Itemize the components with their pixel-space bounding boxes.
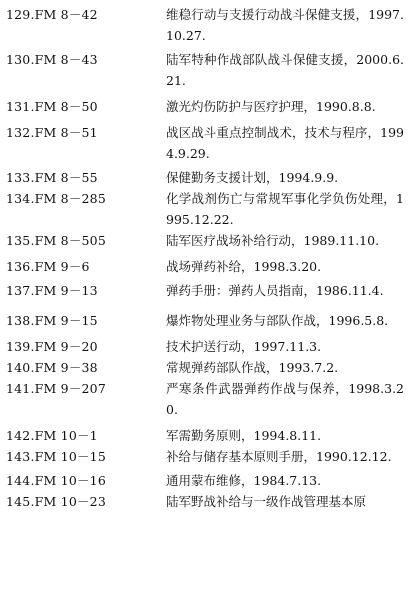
list-item [0,4,411,46]
manual-code: 136.FM 9－6 [6,259,90,274]
manual-code: 140.FM 9－38 [6,360,98,375]
manual-code: 145.FM 10－23 [6,494,106,509]
manual-title: 保健勤务支援计划， [166,170,279,185]
manual-code: 144.FM 10－16 [6,473,106,488]
manual-title: 补给与储存基本原则手册， [166,449,317,464]
manual-description [166,491,404,512]
list-item [0,230,411,251]
list-item [0,425,411,446]
manual-description [166,96,404,117]
manual-description [166,470,404,491]
manual-title: 常规弹药部队作战， [166,360,279,375]
manual-date: 1997.10.27. [166,7,404,43]
manual-title: 陆军特种作战部队战斗保健支援， [166,52,357,67]
manual-description [166,167,404,188]
manual-date: 1994.9.29. [166,125,404,161]
list-item [0,357,411,378]
manual-date: 1993.7.2. [278,360,339,375]
manual-description [166,122,404,164]
list-item [0,491,411,512]
manual-description [166,188,404,230]
manual-title: 战区战斗重点控制战术，技术与程序， [166,125,381,140]
manual-code: 141.FM 9－207 [6,381,106,396]
manual-title: 陆军野战补给与一级作战管理基本原 [166,494,367,509]
manual-date: 1994.9.9. [278,170,339,185]
manual-description [166,230,404,251]
manual-date: 1989.11.10. [303,233,380,248]
manual-description [166,357,404,378]
manual-date: 1990.12.12. [316,449,392,464]
manual-title: 战场弹药补给， [166,259,254,274]
list-item [0,336,411,357]
list-item [0,378,411,420]
manual-date: 1995.12.22. [166,191,404,227]
manual-title: 技术护送行动， [166,339,254,354]
list-item [0,122,411,164]
manual-code: 130.FM 8－43 [6,52,98,67]
manual-title: 化学战剂伤亡与常规军事化学负伤处理， [166,191,397,206]
manual-description [166,280,404,301]
manual-code: 139.FM 9－20 [6,339,98,354]
list-item [0,96,411,117]
manual-code: 135.FM 8－505 [6,233,106,248]
list-item [0,310,411,331]
list-item [0,256,411,277]
manual-date: 2000.6.21. [166,52,404,88]
list-item [0,470,411,491]
manual-title: 爆炸物处理业务与部队作战， [166,313,329,328]
manual-code: 131.FM 8－50 [6,99,98,114]
manual-title: 严寒条件武器弹药作战与保养， [166,381,349,396]
list-item [0,188,411,230]
manual-date: 1998.3.20. [253,259,322,274]
manual-title: 陆军医疗战场补给行动， [166,233,304,248]
manual-code: 142.FM 10－1 [6,428,98,443]
manual-date: 1996.5.8. [328,313,389,328]
list-item [0,49,411,91]
manual-code: 138.FM 9－15 [6,313,98,328]
list-item [0,280,411,301]
manual-description [166,49,404,91]
manual-date: 1997.11.3. [253,339,322,354]
list-item [0,167,411,188]
manual-description [166,256,404,277]
manual-description [166,425,404,446]
document-page [0,4,411,512]
manual-date: 1994.8.11. [253,428,322,443]
manual-description [166,446,404,467]
manual-code: 132.FM 8－51 [6,125,98,140]
manual-description [166,378,404,420]
manual-code: 143.FM 10－15 [6,449,106,464]
manual-title: 激光灼伤防护与医疗护理， [166,99,317,114]
manual-description [166,310,404,331]
manual-title: 通用蒙布维修， [166,473,254,488]
manual-date: 1984.7.13. [253,473,322,488]
manual-title: 军需勤务原则， [166,428,254,443]
manual-code: 133.FM 8－55 [6,170,98,185]
manual-code: 137.FM 9－13 [6,283,98,298]
manual-code: 129.FM 8－42 [6,7,98,22]
manual-title: 弹药手册：弹药人员指南， [166,283,317,298]
manual-code: 134.FM 8－285 [6,191,106,206]
manual-date: 1986.11.4. [316,283,384,298]
manual-title: 维稳行动与支援行动战斗保健支援， [166,7,369,22]
manual-description [166,336,404,357]
list-item [0,446,411,467]
manual-date: 1990.8.8. [316,99,376,114]
manual-date: 1998.3.20. [166,381,404,417]
manual-description [166,4,404,46]
